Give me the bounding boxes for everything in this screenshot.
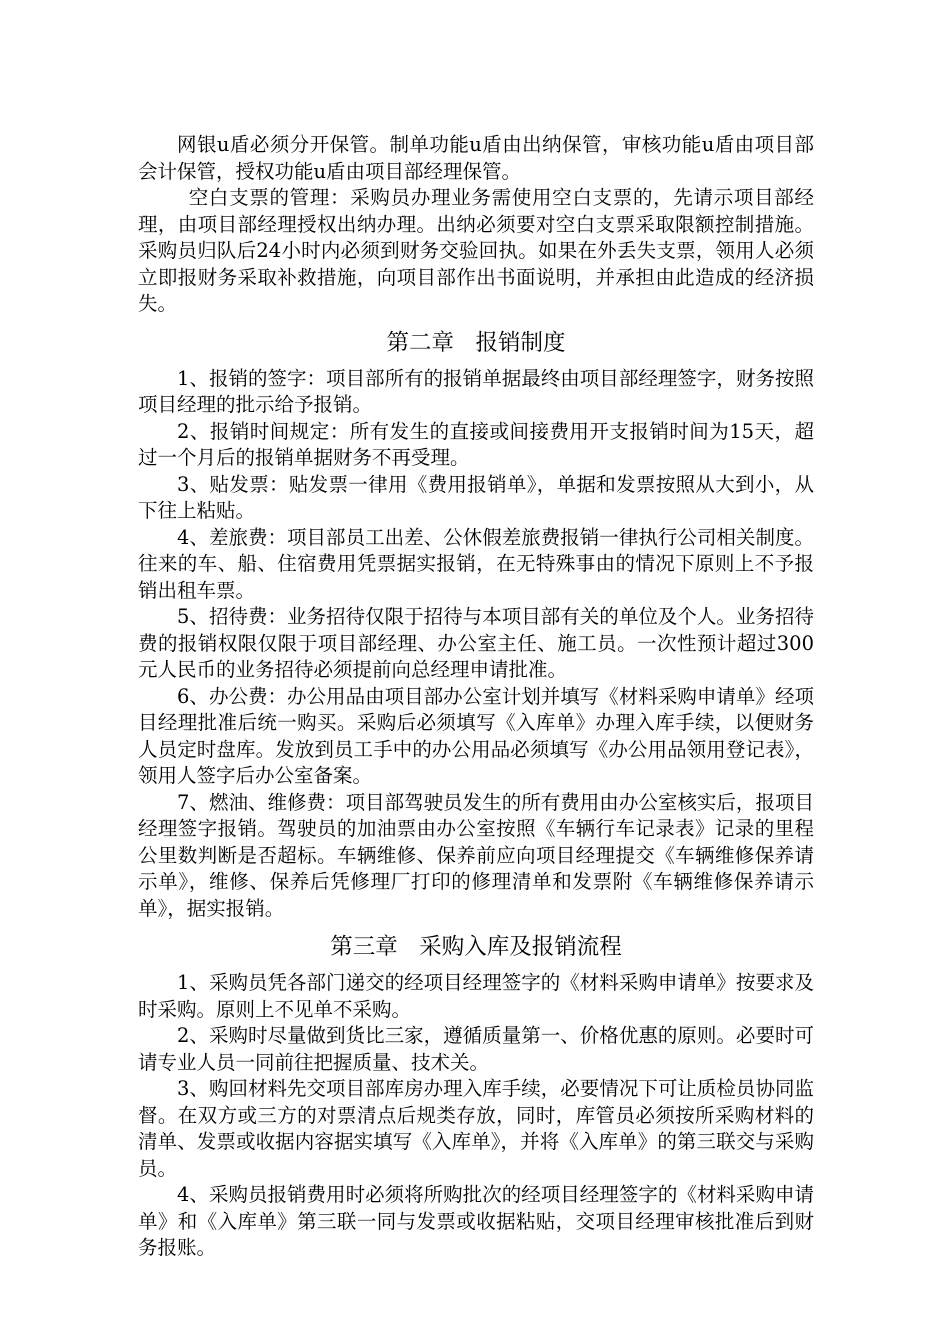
chapter-2-item-4: 4、差旅费：项目部员工出差、公休假差旅费报销一律执行公司相关制度。往来的车、船、住宿费用凭票据实报销，在无特殊事由的情况下原则上不予报销出租车票。 (138, 525, 814, 602)
chapter-3-item-3: 3、购回材料先交项目部库房办理入库手续，必要情况下可让质检员协同监督。在双方或三方的对票清点后规类存放，同时，库管员必须按所采购材料的清单、发票或收据内容据实填写《入库单》，并将《入库单》的第三联交与采购员。 (138, 1077, 814, 1180)
chapter-2-item-3: 3、贴发票：贴发票一律用《费用报销单》，单据和发票按照从大到小，从下往上粘贴。 (138, 472, 814, 522)
chapter-3-item-2: 2、采购时尽量做到货比三家，遵循质量第一、价格优惠的原则。必要时可请专业人员一同前往把握质量、技术关。 (138, 1024, 814, 1074)
paragraph-ushield: 网银u盾必须分开保管。制单功能u盾由出纳保管，审核功能u盾由项目部会计保管，授权功能u盾由项目部经理保管。 (138, 133, 814, 183)
chapter-2-heading: 第二章 报销制度 (386, 329, 566, 356)
chapter-2-item-7: 7、燃油、维修费：项目部驾驶员发生的所有费用由办公室核实后，报项目经理签字报销。驾驶员的加油票由办公室按照《车辆行车记录表》记录的里程公里数判断是否超标。车辆维修、保养前应向项目经理提交《车辆维修保养请示单》，维修、保养后凭修理厂打印的修理清单和发票附《车辆维修保养请示单》，据实报销。 (138, 790, 814, 920)
document-page (138, 132, 814, 1262)
chapter-3-heading: 第三章 采购入库及报销流程 (330, 934, 622, 960)
chapter-3-item-4: 4、采购员报销费用时必须将所购批次的经项目经理签字的《材料采购申请单》和《入库单》第三联一同与发票或收据粘贴，交项目经理审核批准后到财务报账。 (138, 1183, 814, 1259)
chapter-2-item-1: 1、报销的签字：项目部所有的报销单据最终由项目部经理签字，财务按照项目经理的批示给予报销。 (138, 366, 814, 416)
paragraph-blank-cheque: 空白支票的管理：采购员办理业务需使用空白支票的，先请示项目部经理，由项目部经理授权出纳办理。出纳必须要对空白支票采取限额控制措施。采购员归队后24小时内必须到财务交验回执。如果在外丢失支票，领用人必须立即报财务采取补救措施，向项目部作出书面说明，并承担由此造成的经济损失。 (138, 186, 814, 315)
chapter-2-item-2: 2、报销时间规定：所有发生的直接或间接费用开支报销时间为15天，超过一个月后的报销单据财务不再受理。 (138, 419, 814, 469)
chapter-2-item-6: 6、办公费：办公用品由项目部办公室计划并填写《材料采购申请单》经项目经理批准后统一购买。采购后必须填写《入库单》办理入库手续，以便财务人员定时盘库。发放到员工手中的办公用品必须填写《办公用品领用登记表》，领用人签字后办公室备案。 (138, 684, 814, 787)
chapter-2-item-5: 5、招待费：业务招待仅限于招待与本项目部有关的单位及个人。业务招待费的报销权限仅限于项目部经理、办公室主任、施工员。一次性预计超过300元人民币的业务招待必须提前向总经理申请批准。 (138, 605, 814, 681)
chapter-3-item-1: 1、采购员凭各部门递交的经项目经理签字的《材料采购申请单》按要求及时采购。原则上不见单不采购。 (138, 971, 814, 1021)
